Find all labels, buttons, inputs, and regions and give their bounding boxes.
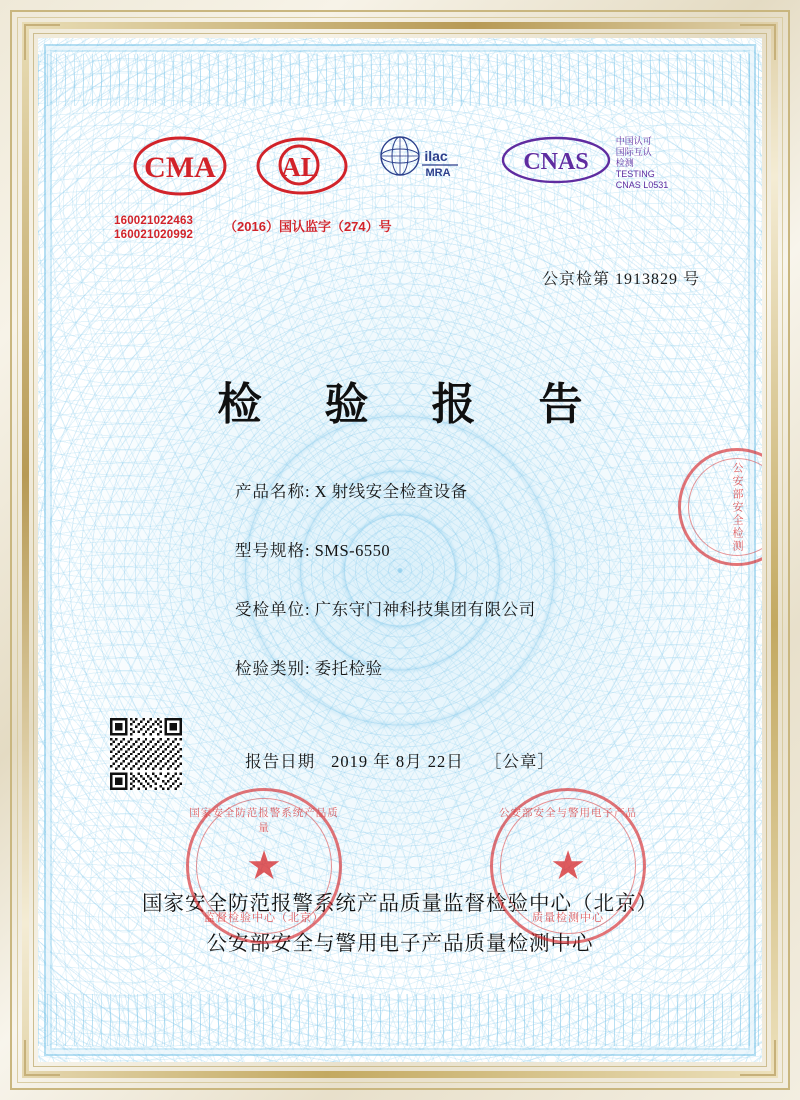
field-label: 受检单位: bbox=[235, 600, 311, 619]
issuing-organization bbox=[38, 886, 762, 966]
certificate-code-number: 274 bbox=[343, 219, 366, 234]
issuing-organization-line-1: 国家安全防范报警系统产品质量监督检验中心（北京） bbox=[142, 893, 658, 915]
field-value: 广东守门神科技集团有限公司 bbox=[314, 600, 536, 619]
cnas-accreditation-text bbox=[616, 136, 669, 191]
report-date-line bbox=[38, 748, 762, 772]
field-value: 委托检验 bbox=[314, 659, 383, 678]
stamp-top-text: 国家安全防范报警系统产品质量 bbox=[189, 808, 339, 834]
cnas-text-line-2: 国际互认 bbox=[615, 147, 652, 157]
certificate-body bbox=[38, 38, 762, 1062]
guilloche-wave-top bbox=[38, 54, 762, 106]
star-icon: ★ bbox=[550, 843, 586, 888]
registration-number-1: 160021022463 bbox=[114, 215, 194, 227]
official-seal-note: ［公章］ bbox=[484, 752, 555, 771]
page-title: 检 验 报 告 bbox=[217, 380, 609, 429]
cnas-logo-group bbox=[500, 134, 669, 191]
field-label: 型号规格: bbox=[235, 541, 311, 560]
official-stamp-side bbox=[678, 448, 762, 566]
al-logo bbox=[254, 134, 350, 198]
issuing-organization-line-2: 公安部安全与警用电子产品质量检测中心 bbox=[206, 933, 594, 955]
cnas-text-line-4: TESTING bbox=[615, 169, 655, 179]
field-label: 产品名称: bbox=[235, 482, 311, 501]
stamp-bottom-text: 监督检验中心（北京） bbox=[204, 912, 324, 924]
cnas-text-line-5: CNAS L0531 bbox=[615, 180, 669, 190]
report-date-label: 报告日期 bbox=[245, 752, 316, 771]
svg-text:CNAS: CNAS bbox=[523, 149, 589, 175]
report-date-year-unit: 年 bbox=[373, 752, 391, 771]
svg-text:AL: AL bbox=[280, 152, 319, 182]
certificate-code-prefix: （ bbox=[224, 219, 238, 234]
field-model-spec bbox=[38, 537, 762, 561]
report-date-day: 22 bbox=[427, 752, 447, 771]
certificate-code-suffix: ）号 bbox=[365, 219, 392, 234]
field-value: X 射线安全检查设备 bbox=[314, 482, 468, 501]
report-serial-number: 公京检第 1913829 号 bbox=[541, 271, 700, 288]
cnas-text-line-1: 中国认可 bbox=[615, 136, 652, 146]
certificate-code-year: 2016 bbox=[237, 219, 266, 234]
svg-text:ilac: ilac bbox=[424, 148, 448, 164]
cnas-text-line-3: 检测 bbox=[615, 158, 634, 168]
report-date-day-unit: 日 bbox=[446, 752, 464, 771]
field-label: 检验类别: bbox=[235, 659, 311, 678]
cnas-logo bbox=[500, 134, 612, 186]
field-client-unit bbox=[38, 596, 762, 620]
field-inspection-type bbox=[38, 655, 762, 679]
report-date-year: 2019 bbox=[331, 752, 369, 771]
guilloche-wave-bottom bbox=[38, 994, 762, 1046]
report-date-month-unit: 月 bbox=[405, 752, 423, 771]
ilac-mra-logo bbox=[376, 134, 474, 186]
cma-logo bbox=[132, 134, 228, 198]
field-value: SMS-6550 bbox=[314, 541, 391, 560]
official-stamp-left bbox=[186, 788, 342, 944]
certificate-code-mid: ）国认监字（ bbox=[265, 219, 344, 234]
svg-text:MRA: MRA bbox=[425, 167, 451, 179]
registration-numbers bbox=[114, 214, 193, 242]
accreditation-logos bbox=[38, 134, 762, 198]
svg-text:CMA: CMA bbox=[143, 151, 216, 184]
registration-number-2: 160021020992 bbox=[114, 229, 194, 241]
field-product-name bbox=[38, 478, 762, 502]
certificate-code bbox=[224, 216, 392, 235]
stamp-bottom-text: 质量检测中心 bbox=[532, 912, 604, 924]
stamp-top-text: 公安部安全与警用电子产品 bbox=[499, 808, 637, 819]
official-stamp-right bbox=[490, 788, 646, 944]
report-date-month: 8 bbox=[395, 752, 406, 771]
star-icon: ★ bbox=[246, 843, 282, 888]
stamp-side-text: 公安部安全检测 bbox=[731, 461, 743, 553]
report-fields bbox=[38, 478, 762, 714]
